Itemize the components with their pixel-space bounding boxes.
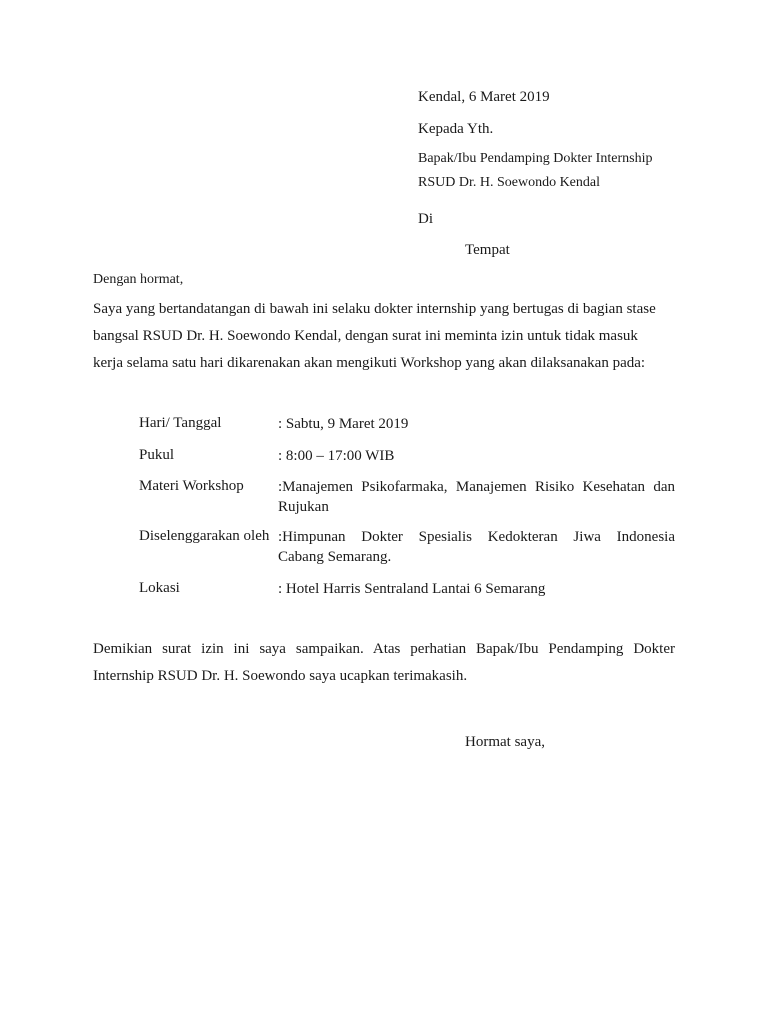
recipient-line-1: Bapak/Ibu Pendamping Dokter Internship [418, 151, 653, 166]
detail-value [278, 477, 675, 517]
detail-label: Materi Workshop [139, 478, 244, 494]
closing-line: Demikian surat izin ini saya sampaikan. Atas perhatian Bapak/Ibu Pendamping Dokter [93, 641, 675, 657]
detail-value-line: Rujukan [278, 499, 329, 515]
detail-value-line: Cabang Semarang. [278, 549, 392, 565]
signoff: Hormat saya, [465, 734, 545, 750]
detail-value [278, 579, 675, 599]
detail-value [278, 414, 675, 434]
intro-line: kerja selama satu hari dikarenakan akan mengikuti Workshop yang akan dilaksanakan pada: [93, 355, 646, 371]
detail-label: Lokasi [139, 580, 180, 596]
detail-value-line: : Hotel Harris Sentraland Lantai 6 Semarang [278, 581, 546, 597]
di-label: Di [418, 211, 433, 227]
detail-value [278, 527, 675, 567]
intro-paragraph [93, 300, 675, 381]
closing-line: Internship RSUD Dr. H. Soewondo saya ucapkan terimakasih. [93, 668, 468, 684]
intro-line: bangsal RSUD Dr. H. Soewondo Kendal, dengan surat ini meminta izin untuk tidak masuk [93, 328, 638, 344]
detail-label: Diselenggarakan oleh [139, 528, 270, 544]
to-label: Kepada Yth. [418, 121, 494, 137]
closing-paragraph [93, 640, 675, 694]
detail-label: Hari/ Tanggal [139, 415, 222, 431]
detail-label: Pukul [139, 447, 175, 463]
place-date: Kendal, 6 Maret 2019 [418, 89, 550, 105]
intro-line: Saya yang bertandatangan di bawah ini selaku dokter internship yang bertugas di bagian stase [93, 301, 656, 317]
detail-value-line: : Sabtu, 9 Maret 2019 [278, 416, 409, 432]
tempat-label: Tempat [465, 242, 510, 258]
recipient-line-2: RSUD Dr. H. Soewondo Kendal [418, 175, 600, 190]
detail-value-line: : 8:00 – 17:00 WIB [278, 448, 395, 464]
detail-value-line: :Manajemen Psikofarmaka, Manajemen Risiko Kesehatan dan [278, 479, 675, 495]
detail-value [278, 446, 675, 466]
greeting: Dengan hormat, [93, 272, 184, 287]
detail-value-line: :Himpunan Dokter Spesialis Kedokteran Jiwa Indonesia [278, 529, 675, 545]
